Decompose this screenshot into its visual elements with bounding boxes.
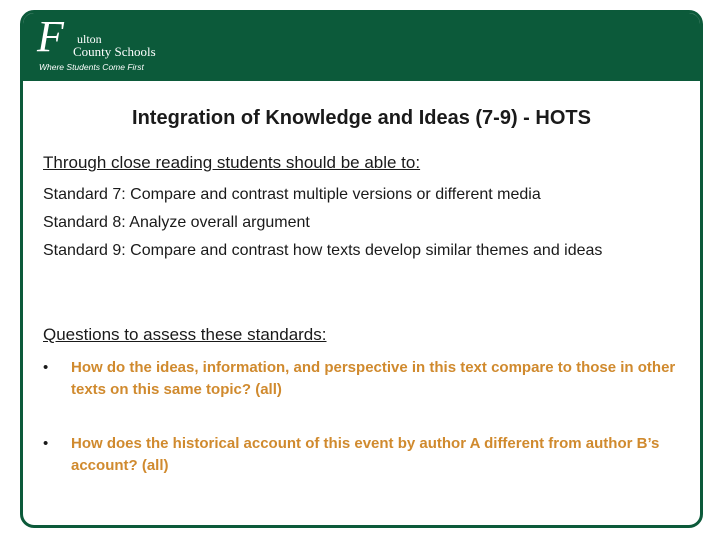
logo-tagline: Where Students Come First xyxy=(39,62,144,72)
bullet-icon: • xyxy=(43,359,49,376)
logo-name-line1: ulton xyxy=(77,32,102,46)
standards-list xyxy=(43,183,653,267)
slide-frame xyxy=(20,10,703,528)
logo-letter: F xyxy=(37,12,64,61)
bullet-icon: • xyxy=(43,435,49,452)
standard-7: Standard 7: Compare and contrast multiple versions or different media xyxy=(43,186,541,203)
question-item xyxy=(43,357,683,401)
question-text: How does the historical account of this event by author A different from author B’s account? (all) xyxy=(71,435,660,474)
questions-list xyxy=(43,357,683,509)
questions-heading: Questions to assess these standards: xyxy=(43,325,327,344)
standard-8: Standard 8: Analyze overall argument xyxy=(43,214,310,231)
fulton-county-schools-logo xyxy=(37,12,187,77)
standard-9: Standard 9: Compare and contrast how texts develop similar themes and ideas xyxy=(43,242,603,259)
question-text: How do the ideas, information, and perspective in this text compare to those in other texts on this same topic? (all) xyxy=(71,359,676,398)
logo-name-line2: County Schools xyxy=(73,44,156,59)
question-item xyxy=(43,433,683,477)
intro-text: Through close reading students should be able to: xyxy=(43,153,421,172)
slide-title: Integration of Knowledge and Ideas (7-9) - HOTS xyxy=(132,107,591,129)
header-band xyxy=(23,13,700,81)
